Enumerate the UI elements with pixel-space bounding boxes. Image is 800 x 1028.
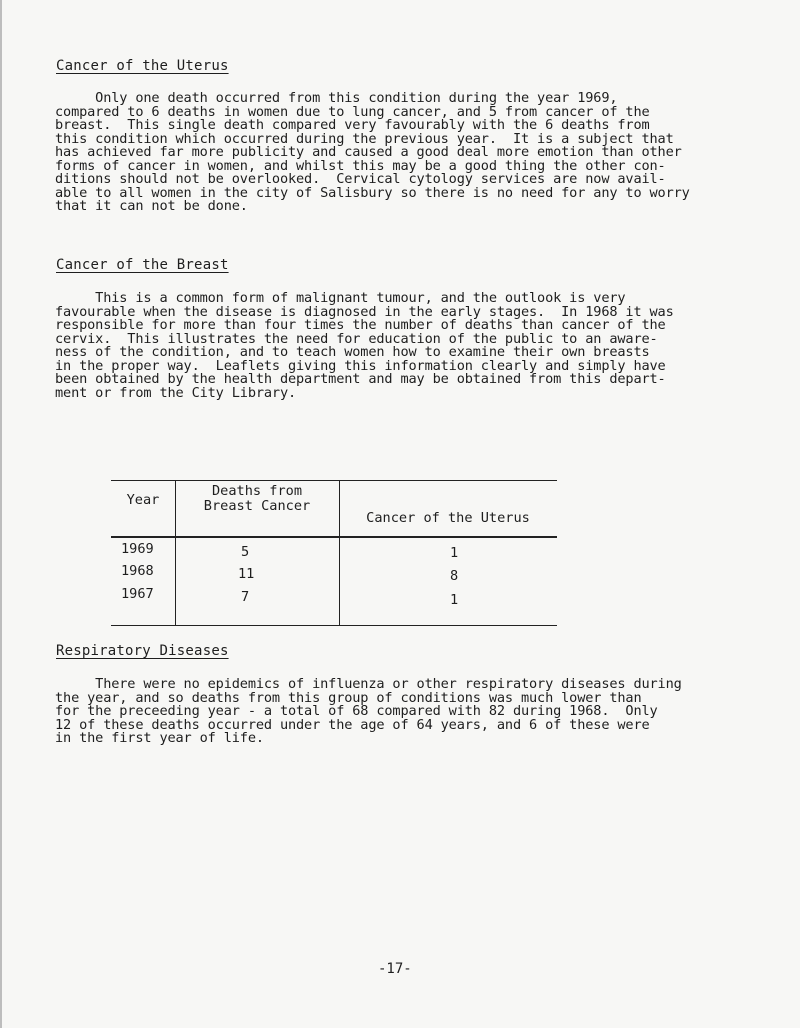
table-cell: 1968 [121, 563, 154, 579]
table-cell: 1969 [121, 541, 154, 557]
table-top-rule [111, 480, 557, 481]
paragraph-uterus: Only one death occurred from this condition during the year 1969, compared to 6 deaths in women due to lung cancer, and 5 from cancer of the breast. This single death compared very favourably with the 6 deaths from this condition which occurred during the previous year. It is a subject that has achieved far more publicity and caused a good deal more emotion than other forms of cancer in women, and whilst this may be a good thing the other con- ditions should not be overlooked. Cervical cytology services are now avail- able to all women in the city of Salisbury so there is no need for any to worry that it can not be done. [55, 90, 690, 214]
table-cell: 5 [241, 544, 250, 560]
paragraph-breast: This is a common form of malignant tumour, and the outlook is very favourable when the disease is diagnosed in the early stages. In 1968 it was responsible for more than four times the number of deaths than cancer of the cervix. This illustrates the need for education of the public to an aware- ness of the condition, and to teach women how to examine their own breasts in the proper way. Leaflets giving this information clearly and simply have been obtained by the health department and may be obtained from this depart- ment or from the City Library. [55, 290, 674, 401]
table-cell: 1 [450, 545, 459, 561]
header-uterus-cancer: Cancer of the Uterus [366, 510, 530, 526]
page-number: -17- [378, 961, 412, 977]
table-header-rule [111, 536, 557, 538]
table-cell: 1967 [121, 586, 154, 602]
heading-uterus: Cancer of the Uterus [56, 58, 229, 74]
header-year: Year [126, 492, 160, 508]
table-col-rule-2 [339, 480, 340, 626]
heading-respiratory: Respiratory Diseases [56, 643, 229, 659]
heading-breast: Cancer of the Breast [56, 257, 229, 273]
table-cell: 8 [450, 568, 459, 584]
table-cell: 11 [238, 566, 255, 582]
paragraph-respiratory: There were no epidemics of influenza or other respiratory diseases during the year, and so deaths from this group of conditions was much lower than for the preceeding year - a total of 68 compared with 82 during 1968. Only 12 of these deaths occurred under the age of 64 years, and 6 of these were in the first year of life. [55, 676, 682, 746]
deaths-table [111, 480, 557, 626]
table-cell: 7 [241, 589, 250, 605]
table-bottom-rule [111, 625, 557, 626]
table-cell: 1 [450, 592, 459, 608]
page-edge [0, 0, 2, 1028]
header-breast-cancer: Deaths from Breast Cancer [203, 483, 311, 514]
